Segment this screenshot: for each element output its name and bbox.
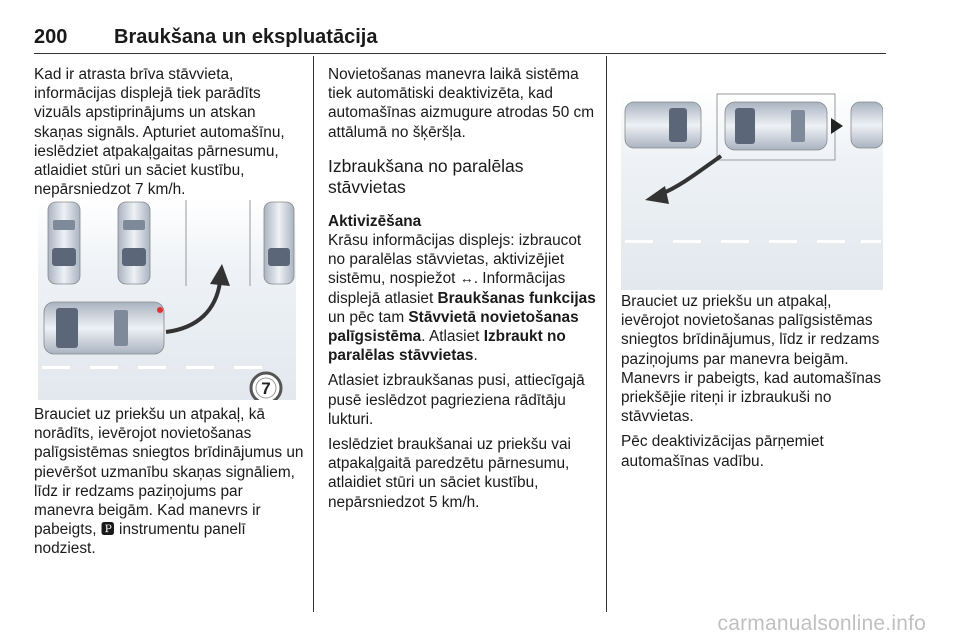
col3-para2: Pēc deaktivizācijas pārņemiet automašīnas vadību.	[621, 433, 824, 470]
parked-car-3	[264, 202, 294, 284]
moving-car	[44, 302, 164, 354]
header-rule	[34, 53, 886, 54]
col3-para1: Brauciet uz priekšu un atpakaļ, ievērojot novietošanas palīgsistēmas sniegtos brīdinājumus, līdz ir redzams paziņojums par manevra beigām. Manevrs ir pabeigts, kad automašīnas priekšējie riteņi ir izbraukuši no stāvvietas.	[621, 293, 882, 426]
col1-para1: Kad ir atrasta brīva stāvvieta, informācijas displejā tiek parādīts vizuāls apstiprinājums un atskan skaņas signāls. Apturiet automašīnu, ieslēdziet atpakaļgaitas pārnesumu, atlaidiet stūri un sāciet kustību, nepārsniedzot 7 km/h.	[34, 66, 285, 199]
parked-car-1	[48, 202, 80, 284]
subheading: Aktivizēšana	[328, 212, 422, 230]
col2-para2: Krāsu informācijas displejs: izbraucot no paralēlas stāvvietas, aktivizējiet sistēmu, nospiežot ↔. Informācijas displejā atlasiet Braukšanas funkcijas un pēc tam Stāvvietā novietošanas palīgsistēma. Atlasiet Izbraukt no paralēlas stāvvietas.	[328, 232, 596, 365]
col3-block	[621, 292, 889, 471]
column-divider-2	[606, 56, 607, 612]
col1-para1-block	[34, 65, 306, 199]
park-button-icon: ↔	[459, 270, 474, 287]
exiting-car	[725, 102, 827, 150]
page-header	[34, 26, 886, 52]
park-assist-icon: 🅿	[100, 521, 115, 538]
column-divider-1	[313, 56, 314, 612]
page-title: Braukšana un ekspluatācija	[114, 26, 378, 48]
col2-para3: Atlasiet izbraukšanas pusi, attiecīgajā pusē ieslēdzot pagrieziena rādītāju lukturi.	[328, 372, 585, 428]
col2-para4: Ieslēdziet braukšanai uz priekšu vai atpakaļgaitā paredzētu pārnesumu, atlaidiet stūri un sāciet kustību, nepārsniedzot 5 km/h.	[328, 436, 571, 511]
col2-para1: Novietošanas manevra laikā sistēma tiek automātiski deaktivizēta, kad automašīnas aizmugure atrodas 50 cm attālumā no šķēršļa.	[328, 66, 595, 141]
col2-block	[328, 65, 598, 512]
parking-exit-illustration	[621, 90, 883, 290]
figure-badge: 7	[261, 379, 271, 398]
rear-car	[625, 102, 701, 148]
col1-para2: Brauciet uz priekšu un atpakaļ, kā norādīts, ievērojot novietošanas palīgsistēmas sniegtos brīdinājumus un pievēršot uzmanību skaņas signāliem, līdz ir redzams paziņojums par manevra beigām. Kad manevrs ir pabeigts, 🅿 instrumentu panelī nodziest.	[34, 406, 304, 558]
col1-para2-block	[34, 405, 306, 559]
watermark: carmanualsonline.info	[717, 612, 926, 635]
parking-entry-illustration	[38, 200, 296, 400]
front-car	[851, 102, 883, 148]
page-number: 200	[34, 26, 68, 48]
parked-car-2	[118, 202, 150, 284]
section-title: Izbraukšana no paralēlas stāvvietas	[328, 155, 524, 197]
